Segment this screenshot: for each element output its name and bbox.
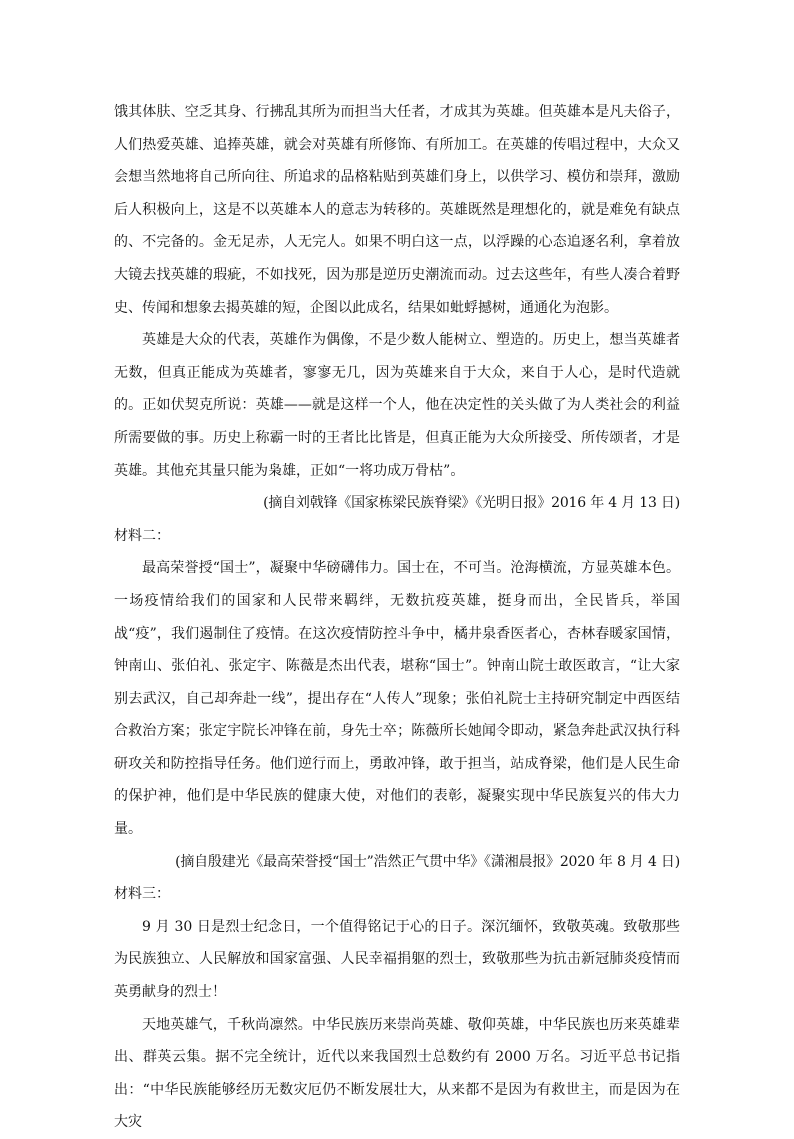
source-citation-2: (摘自殷建光《最高荣誉授“国士”浩然正气贯中华》《潇湘晨报》2020 年 8 月 4 日) bbox=[175, 853, 680, 870]
paragraph-heroes-idealized: 饿其体肤、空乏其身、行拂乱其所为而担当大任者，才成其为英雄。但英雄本是凡夫俗子，人们热爱英雄、追捧英雄，就会对英雄有所修饰、有所加工。在英雄的传唱过程中，大众又会想当然地将自己所向往、所追求的品格粘贴到英雄们身上，以供学习、模仿和崇拜，激励后人积极向上，这是不以英雄本人的意志为转移的。英雄既然是理想化的，就是难免有缺点的、不完备的。金无足赤，人无完人。如果不明白这一点，以浮躁的心态追逐名利，拿着放大镜去找英雄的瑕疵，不如找死，因为那是逆历史潮流而动。过去这些年，有些人凑合着野史、传闻和想象去揭英雄的短，企图以此成名，结果如蚍蜉撼树，通通化为泡影。 bbox=[114, 104, 680, 316]
paragraph-national-heroes: 最高荣誉授“国士”，凝聚中华磅礴伟力。国士在，不可当。沧海横流，方显英雄本色。一场疫情给我们的国家和人民带来羁绊，无数抗疫英雄，挺身而出，全民皆兵，举国战“疫”，我们遏制住了疫情。在这次疫情防控斗争中，橘井泉香医者心，杏林春暖家国情，钟南山、张伯礼、张定宇、陈薇是杰出代表，堪称“国士”。钟南山院士敢医敢言，“让大家别去武汉，自己却奔赴一线”，提出存在“人传人”现象；张伯礼院士主持研究制定中西医结合救治方案；张定宇院长冲锋在前，身先士卒；陈薇所长她闻令即动，紧急奔赴武汉执行科研攻关和防控指导任务。他们逆行而上，勇敢冲锋，敢于担当，站成脊梁，他们是人民生命的保护神，他们是中华民族的健康大使，对他们的表彰，凝聚实现中华民族复兴的伟大力量。 bbox=[114, 560, 680, 838]
material-three-heading: 材料三： bbox=[114, 886, 170, 903]
document-page bbox=[114, 96, 680, 1139]
paragraph-heroes-from-masses: 英雄是大众的代表，英雄作为偶像，不是少数人能树立、塑造的。历史上，想当英雄者无数，但真正能成为英雄者，寥寥无几，因为英雄来自于大众，来自于人心，是时代造就的。正如伏契克所说：英雄——就是这样一个人，他在决定性的关头做了为人类社会的利益所需要做的事。历史上称霸一时的王者比比皆是，但真正能为大众所接受、所传颂者，才是英雄。其他充其量只能为枭雄，正如“一将功成万骨枯”。 bbox=[114, 332, 680, 479]
source-citation-1: (摘自刘戟锋《国家栋梁民族脊梁》《光明日报》2016 年 4 月 13 日) bbox=[263, 495, 680, 512]
material-two-heading: 材料二： bbox=[114, 527, 170, 544]
paragraph-heroic-spirit: 天地英雄气，千秋尚凛然。中华民族历来崇尚英雄、敬仰英雄，中华民族也历来英雄辈出、群英云集。据不完全统计，近代以来我国烈士总数约有 2000 万名。习近平总书记指出：“中华民族能够经历无数灾厄仍不断发展壮大，从来都不是因为有救世主，而是因为在大灾 bbox=[114, 1016, 680, 1131]
paragraph-martyrs-day: 9 月 30 日是烈士纪念日，一个值得铭记于心的日子。深沉缅怀，致敬英魂。致敬那些为民族独立、人民解放和国家富强、人民幸福捐躯的烈士，致敬那些为抗击新冠肺炎疫情而英勇献身的烈士！ bbox=[114, 918, 680, 1001]
